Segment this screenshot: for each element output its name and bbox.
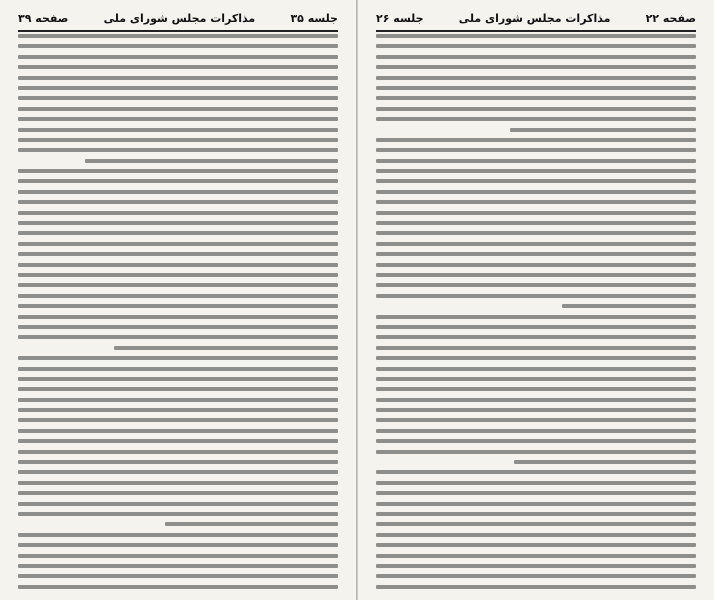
text-line bbox=[376, 470, 696, 474]
text-line bbox=[18, 273, 338, 277]
text-line bbox=[18, 585, 338, 589]
text-line bbox=[18, 283, 338, 287]
text-line bbox=[376, 273, 696, 277]
text-line bbox=[18, 107, 338, 111]
text-line bbox=[376, 522, 696, 526]
text-line bbox=[376, 294, 696, 298]
right-page-header bbox=[376, 8, 696, 32]
text-line bbox=[18, 418, 338, 422]
text-line bbox=[114, 346, 338, 350]
text-line bbox=[18, 44, 338, 48]
text-line bbox=[18, 117, 338, 121]
text-line bbox=[376, 481, 696, 485]
text-line bbox=[376, 429, 696, 433]
text-line bbox=[18, 512, 338, 516]
text-line bbox=[376, 502, 696, 506]
text-line bbox=[376, 564, 696, 568]
text-line bbox=[376, 387, 696, 391]
text-line bbox=[18, 543, 338, 547]
text-line bbox=[514, 460, 696, 464]
text-line bbox=[18, 304, 338, 308]
text-line bbox=[562, 304, 696, 308]
text-line bbox=[376, 439, 696, 443]
text-line bbox=[376, 179, 696, 183]
text-line bbox=[376, 356, 696, 360]
text-line bbox=[85, 159, 338, 163]
text-line bbox=[376, 367, 696, 371]
left-journal-title: مذاکرات مجلس شورای ملی bbox=[103, 11, 256, 25]
text-line bbox=[18, 450, 338, 454]
text-line bbox=[376, 138, 696, 142]
text-line bbox=[18, 356, 338, 360]
right-journal-title: مذاکرات مجلس شورای ملی bbox=[458, 11, 611, 25]
text-line bbox=[18, 574, 338, 578]
text-line bbox=[376, 65, 696, 69]
text-line bbox=[18, 460, 338, 464]
text-line bbox=[376, 231, 696, 235]
text-line bbox=[18, 221, 338, 225]
text-line bbox=[376, 283, 696, 287]
right-page-number: صفحه ۲۲ bbox=[645, 11, 696, 25]
right-session-label: جلسه ۲۶ bbox=[376, 11, 424, 25]
text-line bbox=[18, 398, 338, 402]
text-line bbox=[376, 159, 696, 163]
text-line bbox=[376, 325, 696, 329]
text-line bbox=[376, 263, 696, 267]
text-line bbox=[376, 86, 696, 90]
text-line bbox=[376, 34, 696, 38]
text-line bbox=[18, 242, 338, 246]
text-line bbox=[18, 325, 338, 329]
text-line bbox=[18, 294, 338, 298]
text-line bbox=[18, 491, 338, 495]
text-line bbox=[18, 148, 338, 152]
text-line bbox=[376, 200, 696, 204]
text-line bbox=[18, 470, 338, 474]
text-line bbox=[18, 564, 338, 568]
text-line bbox=[18, 76, 338, 80]
text-line bbox=[376, 533, 696, 537]
text-line bbox=[18, 429, 338, 433]
text-line bbox=[18, 96, 338, 100]
text-line bbox=[376, 55, 696, 59]
text-line bbox=[18, 377, 338, 381]
text-line bbox=[18, 65, 338, 69]
text-line bbox=[376, 377, 696, 381]
text-line bbox=[18, 231, 338, 235]
text-line bbox=[510, 128, 696, 132]
text-line bbox=[18, 34, 338, 38]
text-line bbox=[376, 512, 696, 516]
text-line bbox=[376, 117, 696, 121]
text-line bbox=[376, 335, 696, 339]
text-line bbox=[18, 169, 338, 173]
text-line bbox=[18, 252, 338, 256]
text-line bbox=[18, 315, 338, 319]
text-line bbox=[376, 315, 696, 319]
text-line bbox=[376, 96, 696, 100]
text-line bbox=[376, 211, 696, 215]
text-line bbox=[376, 252, 696, 256]
text-line bbox=[18, 138, 338, 142]
right-page bbox=[357, 0, 714, 600]
text-line bbox=[18, 502, 338, 506]
text-line bbox=[376, 574, 696, 578]
text-line bbox=[18, 554, 338, 558]
text-line bbox=[18, 335, 338, 339]
text-line bbox=[18, 190, 338, 194]
left-page-header bbox=[18, 8, 338, 32]
text-line bbox=[376, 107, 696, 111]
left-page-number: صفحه ۳۹ bbox=[18, 11, 69, 25]
text-line bbox=[376, 148, 696, 152]
right-page-text bbox=[376, 34, 696, 589]
text-line bbox=[18, 179, 338, 183]
text-line bbox=[376, 418, 696, 422]
text-line bbox=[18, 533, 338, 537]
text-line bbox=[376, 554, 696, 558]
text-line bbox=[376, 408, 696, 412]
text-line bbox=[376, 44, 696, 48]
text-line bbox=[18, 55, 338, 59]
text-line bbox=[18, 263, 338, 267]
text-line bbox=[376, 543, 696, 547]
text-line bbox=[376, 242, 696, 246]
text-line bbox=[18, 86, 338, 90]
text-line bbox=[376, 398, 696, 402]
text-line bbox=[18, 408, 338, 412]
text-line bbox=[18, 367, 338, 371]
text-line bbox=[376, 450, 696, 454]
text-line bbox=[18, 481, 338, 485]
text-line bbox=[376, 346, 696, 350]
text-line bbox=[376, 491, 696, 495]
text-line bbox=[18, 200, 338, 204]
left-session-label: جلسه ۳۵ bbox=[290, 11, 338, 25]
text-line bbox=[376, 190, 696, 194]
text-line bbox=[376, 169, 696, 173]
text-line bbox=[18, 387, 338, 391]
text-line bbox=[18, 439, 338, 443]
left-page-text bbox=[18, 34, 338, 589]
text-line bbox=[18, 211, 338, 215]
text-line bbox=[165, 522, 338, 526]
text-line bbox=[376, 221, 696, 225]
text-line bbox=[376, 585, 696, 589]
text-line bbox=[376, 76, 696, 80]
text-line bbox=[18, 128, 338, 132]
